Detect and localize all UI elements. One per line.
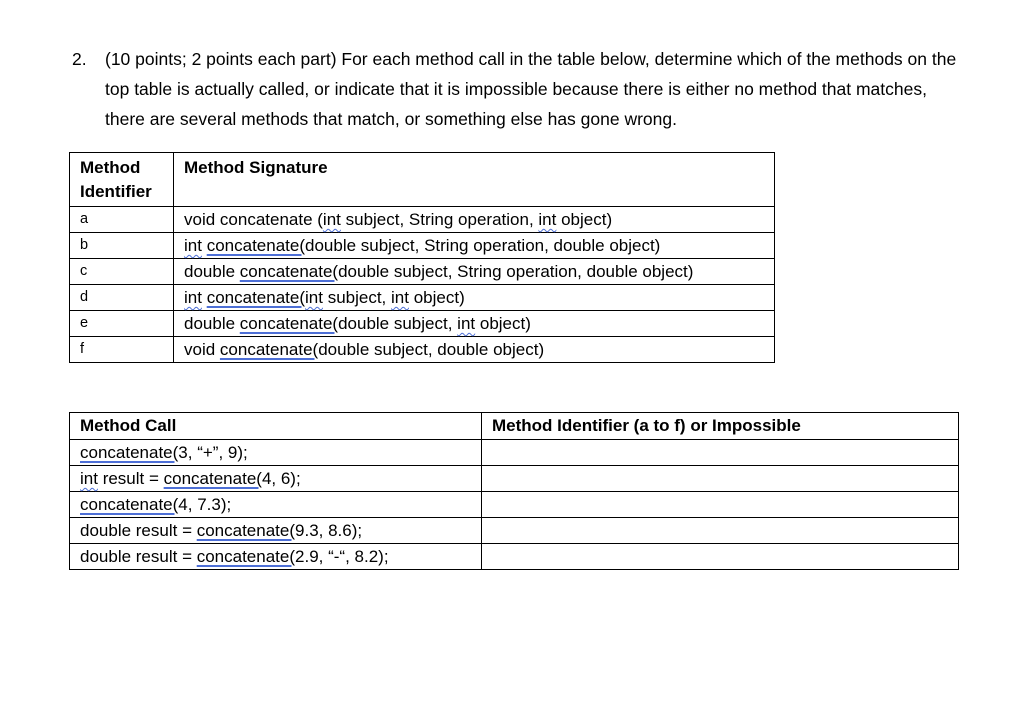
method-call-cell bbox=[70, 544, 482, 570]
sig-text: object) bbox=[475, 314, 531, 333]
call-text: 3, “+”, 9); bbox=[178, 443, 248, 462]
sig-keyword-flagged: int bbox=[184, 236, 202, 255]
sig-keyword-flagged: int bbox=[305, 288, 323, 307]
sig-text: subject, bbox=[322, 288, 392, 307]
sig-keyword-flagged: int bbox=[322, 210, 341, 229]
call-text: result = bbox=[97, 469, 164, 488]
method-signature-cell bbox=[174, 285, 775, 311]
signature-row bbox=[70, 337, 775, 363]
sig-text: subject, String operation, bbox=[340, 210, 539, 229]
method-signature-cell bbox=[174, 207, 775, 233]
method-signature-cell bbox=[174, 259, 775, 285]
sig-method-name-flagged: concatenate( bbox=[219, 340, 319, 359]
call-row bbox=[70, 466, 959, 492]
sig-text: double subject, String operation, double object) bbox=[338, 262, 694, 281]
call-method-name-flagged: concatenate( bbox=[196, 521, 296, 540]
sig-text: double subject, double object) bbox=[318, 340, 545, 359]
signature-row bbox=[70, 233, 775, 259]
call-text: 4, 6); bbox=[261, 469, 301, 488]
signature-row bbox=[70, 259, 775, 285]
call-header-row bbox=[70, 413, 959, 440]
signature-row bbox=[70, 311, 775, 337]
answer-cell[interactable] bbox=[482, 544, 959, 570]
signature-row bbox=[70, 207, 775, 233]
sig-keyword-flagged: int bbox=[184, 288, 202, 307]
call-method-name-flagged: concatenate( bbox=[80, 443, 179, 462]
call-method-name-flagged: concatenate( bbox=[80, 495, 179, 514]
method-call-cell bbox=[70, 518, 482, 544]
method-id-cell: b bbox=[70, 233, 174, 259]
sig-text: double bbox=[184, 262, 240, 281]
call-text: double result = bbox=[80, 521, 197, 540]
method-call-cell bbox=[70, 466, 482, 492]
sig-method-name-flagged: concatenate( bbox=[206, 236, 305, 255]
call-method-name-flagged: concatenate( bbox=[163, 469, 262, 488]
method-signature-cell bbox=[174, 337, 775, 363]
call-text: 9.3, 8.6); bbox=[295, 521, 363, 540]
sig-text: double bbox=[184, 314, 240, 333]
call-row bbox=[70, 492, 959, 518]
sig-text: void concatenate ( bbox=[184, 210, 323, 229]
header-method-identifier: Method Identifier bbox=[70, 153, 174, 207]
sig-keyword-flagged: int bbox=[457, 314, 476, 333]
call-text: 4, 7.3); bbox=[178, 495, 232, 514]
method-id-cell: f bbox=[70, 337, 174, 363]
call-row bbox=[70, 440, 959, 466]
signature-header-row bbox=[70, 153, 775, 207]
call-keyword-flagged: int bbox=[80, 469, 98, 488]
sig-method-name-flagged: concatenate( bbox=[206, 288, 305, 307]
method-signature-cell bbox=[174, 233, 775, 259]
answer-cell[interactable] bbox=[482, 518, 959, 544]
method-id-cell: e bbox=[70, 311, 174, 337]
call-row bbox=[70, 518, 959, 544]
method-id-cell: a bbox=[70, 207, 174, 233]
sig-text: double subject, String operation, double object) bbox=[305, 236, 661, 255]
sig-method-name-flagged: concatenate( bbox=[239, 262, 339, 281]
answer-cell[interactable] bbox=[482, 492, 959, 518]
method-call-cell bbox=[70, 492, 482, 518]
sig-text: object) bbox=[408, 288, 465, 307]
sig-text: object) bbox=[556, 210, 613, 229]
call-row bbox=[70, 544, 959, 570]
header-method-signature: Method Signature bbox=[174, 153, 775, 207]
question-number: 2. bbox=[72, 49, 87, 69]
method-call-table bbox=[69, 412, 959, 570]
answer-cell[interactable] bbox=[482, 466, 959, 492]
header-answer: Method Identifier (a to f) or Impossible bbox=[482, 413, 959, 440]
sig-text: void bbox=[184, 340, 220, 359]
sig-text: double subject, bbox=[338, 314, 458, 333]
sig-keyword-flagged: int bbox=[538, 210, 557, 229]
answer-cell[interactable] bbox=[482, 440, 959, 466]
question-text: (10 points; 2 points each part) For each method call in the table below, determine which of the methods on the top table is actually called, or indicate that it is impossible because there is either no method that matches, there are several methods that match, or something else has gone wrong. bbox=[105, 49, 957, 129]
call-method-name-flagged: concatenate( bbox=[196, 547, 296, 566]
signature-row bbox=[70, 285, 775, 311]
sig-keyword-flagged: int bbox=[391, 288, 409, 307]
call-text: double result = bbox=[80, 547, 197, 566]
sig-method-name-flagged: concatenate( bbox=[239, 314, 339, 333]
method-signature-cell bbox=[174, 311, 775, 337]
method-signature-table bbox=[69, 152, 775, 363]
method-call-cell bbox=[70, 440, 482, 466]
call-text: 2.9, “-“, 8.2); bbox=[295, 547, 389, 566]
method-id-cell: d bbox=[70, 285, 174, 311]
header-method-call: Method Call bbox=[70, 413, 482, 440]
method-id-cell: c bbox=[70, 259, 174, 285]
